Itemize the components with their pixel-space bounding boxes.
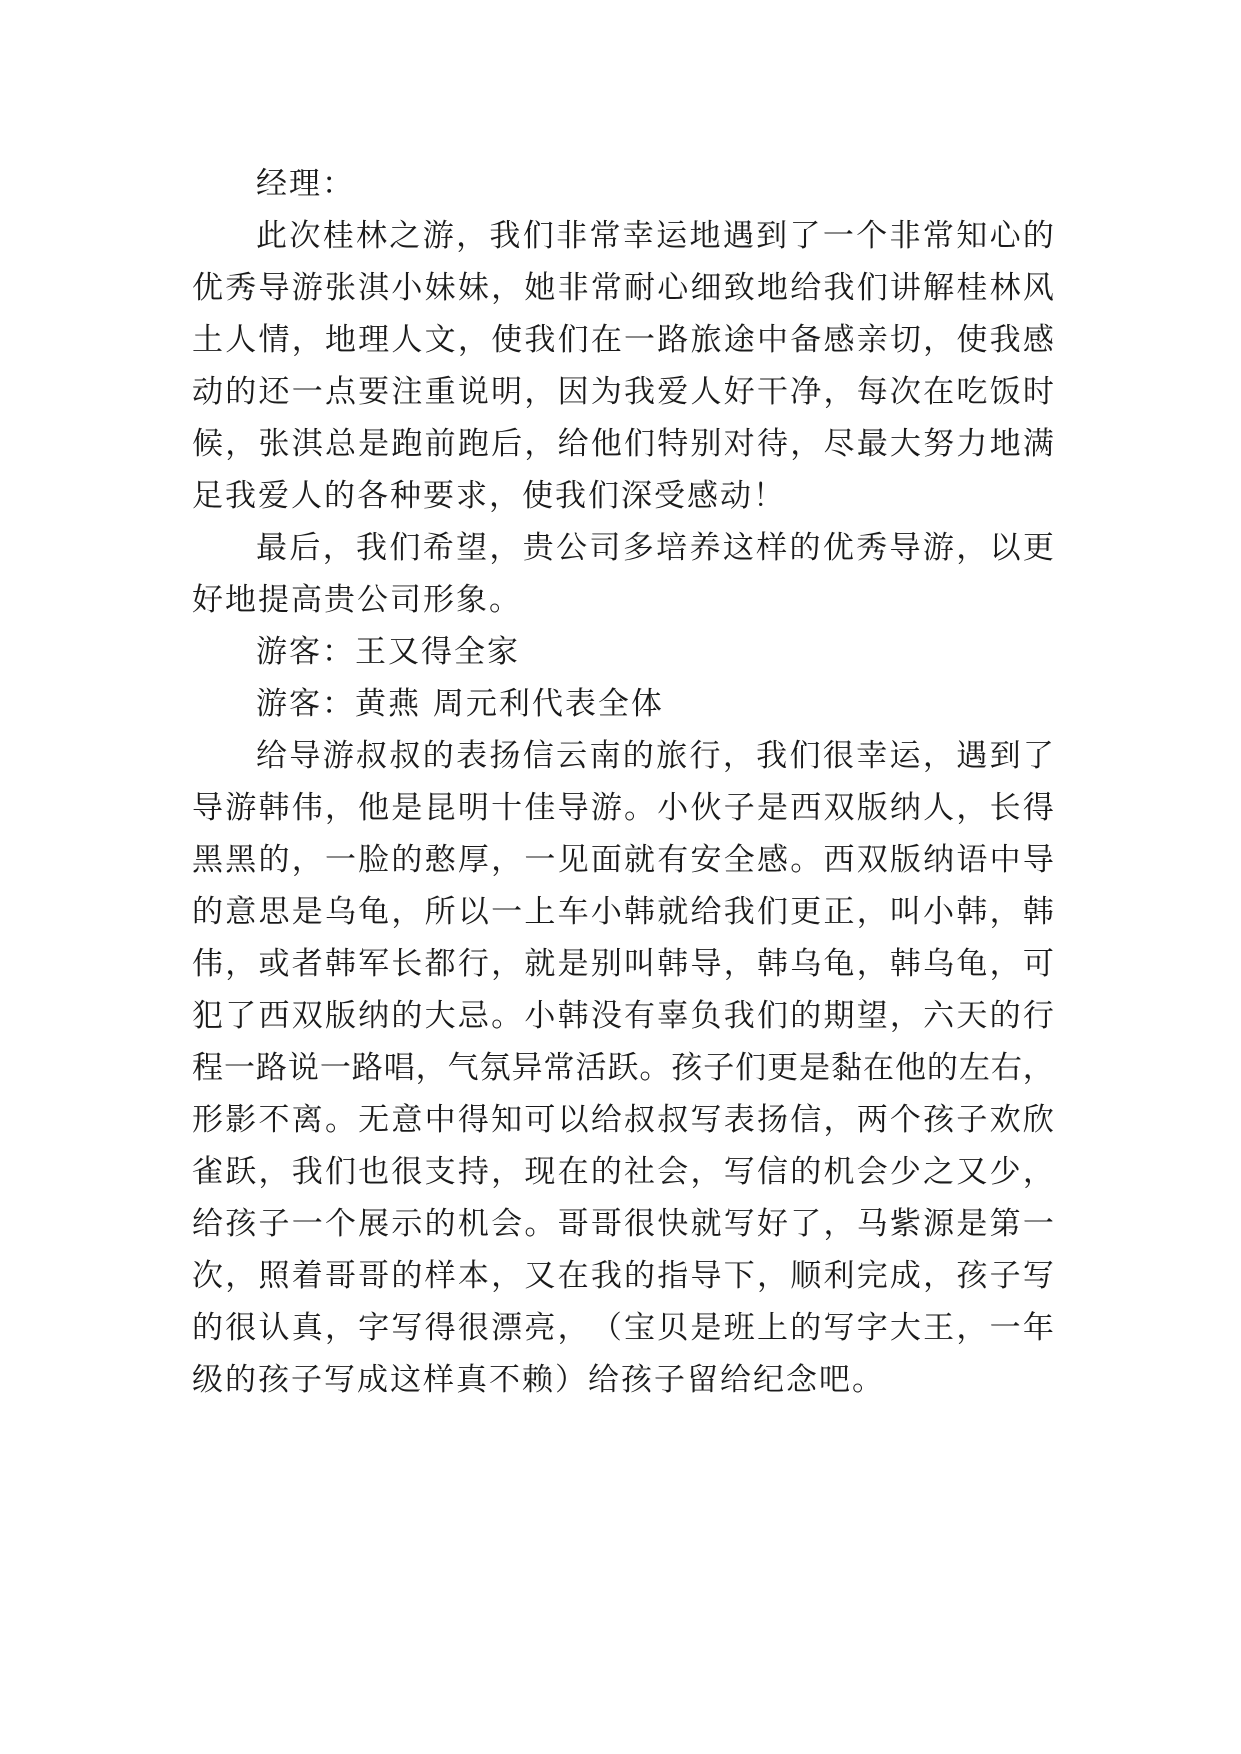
paragraph-line: 给 导 游 叔 叔 的 表 扬 信 云 南 的 旅 行 ， 我 们 很 幸 运 ， 遇 到 了 bbox=[256, 738, 1054, 774]
paragraph-line: 伟 ， 或 者 韩 军 长 都 行 ， 就 是 别 叫 韩 导 ， 韩 乌 龟 ， 韩 乌 龟 ， 可 bbox=[192, 946, 1054, 982]
paragraph-line: 形 影 不 离 。 无 意 中 得 知 可 以 给 叔 叔 写 表 扬 信 ， 两 个 孩 子 欢 欣 bbox=[192, 1102, 1054, 1138]
document-body bbox=[192, 158, 1054, 1406]
paragraph-line: 此 次 桂 林 之 游 ， 我 们 非 常 幸 运 地 遇 到 了 一 个 非 常 知 心 的 bbox=[256, 218, 1054, 254]
paragraph-line: 最 后 ， 我 们 希 望 ， 贵 公 司 多 培 养 这 样 的 优 秀 导 游 ， 以 更 bbox=[256, 530, 1054, 566]
paragraph-line: 黑 黑 的 ， 一 脸 的 憨 厚 ， 一 见 面 就 有 安 全 感 。 西 双 版 纳 语 中 导 bbox=[192, 842, 1054, 878]
paragraph-line: 土 人 情 ， 地 理 人 文 ， 使 我 们 在 一 路 旅 途 中 备 感 亲 切 ， 使 我 感 bbox=[192, 322, 1054, 358]
paragraph-line: 足我爱人的各种要求，使我们深受感动！ bbox=[192, 478, 786, 514]
signature-line: 游客：黄燕 周元利代表全体 bbox=[256, 686, 664, 722]
paragraph-line: 的 很 认 真 ， 字 写 得 很 漂 亮 ， （ 宝 贝 是 班 上 的 写 字 大 王 ， 一 年 bbox=[192, 1310, 1054, 1346]
paragraph-line: 级的孩子写成这样真不赖）给孩子留给纪念吧。 bbox=[192, 1362, 885, 1398]
paragraph-line: 给 孩 子 一 个 展 示 的 机 会 。 哥 哥 很 快 就 写 好 了 ， 马 紫 源 是 第 一 bbox=[192, 1206, 1054, 1242]
paragraph-line: 犯 了 西 双 版 纳 的 大 忌 。 小 韩 没 有 辜 负 我 们 的 期 望 ， 六 天 的 行 bbox=[192, 998, 1054, 1034]
paragraph-line: 导 游 韩 伟 ， 他 是 昆 明 十 佳 导 游 。 小 伙 子 是 西 双 版 纳 人 ， 长 得 bbox=[192, 790, 1054, 826]
paragraph-line: 的 意 思 是 乌 龟 ， 所 以 一 上 车 小 韩 就 给 我 们 更 正 ， 叫 小 韩 ， 韩 bbox=[192, 894, 1054, 930]
paragraph-line: 候 ， 张 淇 总 是 跑 前 跑 后 ， 给 他 们 特 别 对 待 ， 尽 最 大 努 力 地 满 bbox=[192, 426, 1054, 462]
signature-line: 游客：王又得全家 bbox=[256, 634, 520, 670]
paragraph-line: 经理： bbox=[256, 166, 355, 202]
paragraph-line: 优 秀 导 游 张 淇 小 妹 妹 ， 她 非 常 耐 心 细 致 地 给 我 们 讲 解 桂 林 风 bbox=[192, 270, 1054, 306]
paragraph-line: 动 的 还 一 点 要 注 重 说 明 ， 因 为 我 爱 人 好 干 净 ， 每 次 在 吃 饭 时 bbox=[192, 374, 1054, 410]
paragraph-line: 次 ， 照 着 哥 哥 的 样 本 ， 又 在 我 的 指 导 下 ， 顺 利 完 成 ， 孩 子 写 bbox=[192, 1258, 1054, 1294]
paragraph-line: 雀 跃 ， 我 们 也 很 支 持 ， 现 在 的 社 会 ， 写 信 的 机 会 少 之 又 少 ， bbox=[192, 1154, 1054, 1190]
paragraph-line: 好地提高贵公司形象。 bbox=[192, 582, 522, 618]
paragraph-line: 程 一 路 说 一 路 唱 ， 气 氛 异 常 活 跃 。 孩 子 们 更 是 黏 在 他 的 左 右 ， bbox=[192, 1050, 1054, 1086]
